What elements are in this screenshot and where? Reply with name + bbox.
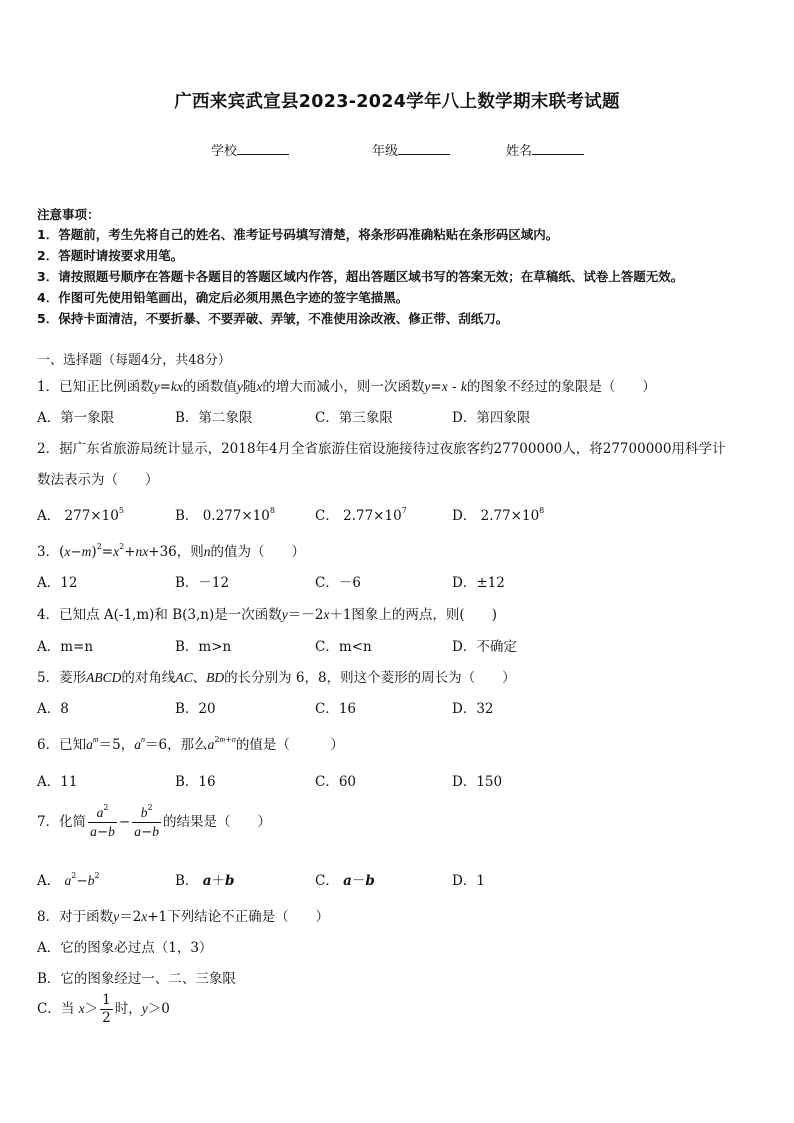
option-c: C．当 x＞ $\frac{1}{2}$ 时，y＞0 bbox=[37, 992, 170, 1026]
option-b: B．20 bbox=[175, 701, 216, 717]
question-5: 5．菱形ABCD的对角线AC、BD的长分别为 6，8，则这个菱形的周长为（ ） bbox=[37, 670, 516, 686]
question-2: 2．据广东省旅游局统计显示，2018年4月全省旅游住宿设施接待过夜旅客约27700000人，将27700000用科学计 bbox=[37, 441, 726, 457]
option-b: B．m>n bbox=[175, 639, 232, 655]
school-label: 学校 bbox=[211, 144, 238, 159]
option-c: C．16 bbox=[315, 701, 357, 717]
notice-item: 2．答题时请按要求用笔。 bbox=[37, 248, 184, 263]
option-a: A． $a^2-b^2$ bbox=[37, 871, 100, 889]
notice-heading: 注意事项： bbox=[37, 207, 100, 222]
notice-item: 1．答题前，考生先将自己的姓名、准考证号码填写清楚，将条形码准确粘贴在条形码区域内。 bbox=[37, 227, 559, 242]
option-d: D．150 bbox=[452, 774, 503, 790]
option-b: B．第二象限 bbox=[175, 410, 253, 426]
option-a: A． $277\times 10^5$ bbox=[37, 506, 124, 524]
notice-item: 3．请按照题号顺序在答题卡各题目的答题区域内作答，超出答题区域书写的答案无效；在草稿纸、试卷上答题无效。 bbox=[37, 269, 684, 284]
option-d: D．第四象限 bbox=[452, 410, 531, 426]
fraction: $\frac{a^2}{a-b}$ bbox=[90, 803, 115, 840]
notice-item: 4．作图可先使用铅笔画出，确定后必须用黑色字迹的签字笔描黑。 bbox=[37, 290, 409, 305]
question-4: 4．已知点 A(-1,m)和 B(3,n)是一次函数y＝－2x＋1图象上的两点，则( ) bbox=[37, 607, 497, 623]
option-b: B．－12 bbox=[175, 575, 230, 591]
grade-blank bbox=[398, 142, 450, 155]
option-d: D．32 bbox=[452, 701, 494, 717]
option-c: C． $2.77\times 10^7$ bbox=[315, 506, 407, 524]
school-field bbox=[211, 140, 289, 159]
fraction: $\frac{1}{2}$ bbox=[102, 992, 111, 1026]
question-7: 7．化简 $\frac{a^2}{a-b}$ − $\frac{b^2}{a-b}$ 的结果是（ ） bbox=[37, 803, 272, 840]
option-a: A．第一象限 bbox=[37, 410, 115, 426]
option-a: A．11 bbox=[37, 774, 78, 790]
option-b: B．16 bbox=[175, 774, 216, 790]
name-label: 姓名 bbox=[506, 144, 533, 159]
option-a: A．12 bbox=[37, 575, 78, 591]
option-d: D． $2.77\times 10^8$ bbox=[452, 506, 545, 524]
question-2-line2: 数法表示为（ ） bbox=[37, 472, 159, 488]
question-6: 6．已知$a^m=5$，$a^n=6$，那么$a^{2m+n}$的值是（ ） bbox=[37, 735, 344, 753]
option-a: A．m=n bbox=[37, 639, 94, 655]
page-title: 广西来宾武宣县2023-2024学年八上数学期末联考试题 bbox=[174, 92, 620, 112]
school-blank bbox=[237, 142, 289, 155]
notice-item: 5．保持卡面清洁，不要折暴、不要弄破、弄皱，不准使用涂改液、修正带、刮纸刀。 bbox=[37, 311, 509, 326]
fraction: $\frac{b^2}{a-b}$ bbox=[134, 803, 160, 840]
option-c: C．第三象限 bbox=[315, 410, 393, 426]
option-c: C．－6 bbox=[315, 575, 361, 591]
section-heading: 一、选择题（每题4分，共48分） bbox=[37, 353, 231, 368]
question-3: 3．$(x-m)^2=x^2+nx+36$，则n的值为（ ） bbox=[37, 542, 306, 560]
name-blank bbox=[532, 142, 584, 155]
option-a: A．它的图象必过点（1，3） bbox=[37, 940, 213, 956]
option-d: D．±12 bbox=[452, 575, 505, 591]
question-1: 1．已知正比例函数y=kx的函数值y随x的增大而减小，则一次函数y=x - k的图象不经过的象限是（ ） bbox=[37, 379, 656, 395]
option-a: A．8 bbox=[37, 701, 69, 717]
grade-field bbox=[372, 140, 450, 159]
option-d: D．1 bbox=[452, 873, 485, 889]
name-field bbox=[506, 140, 584, 159]
question-8: 8．对于函数y＝2x+1下列结论不正确是（ ） bbox=[37, 909, 330, 925]
option-c: C．60 bbox=[315, 774, 357, 790]
option-c: C． a－b bbox=[315, 873, 375, 889]
option-d: D．不确定 bbox=[452, 639, 517, 655]
option-c: C．m<n bbox=[315, 639, 372, 655]
option-b: B．它的图象经过一、二、三象限 bbox=[37, 971, 236, 987]
option-b: B． $0.277\times 10^8$ bbox=[175, 506, 275, 524]
grade-label: 年级 bbox=[372, 144, 399, 159]
option-b: B． a＋b bbox=[175, 873, 235, 889]
